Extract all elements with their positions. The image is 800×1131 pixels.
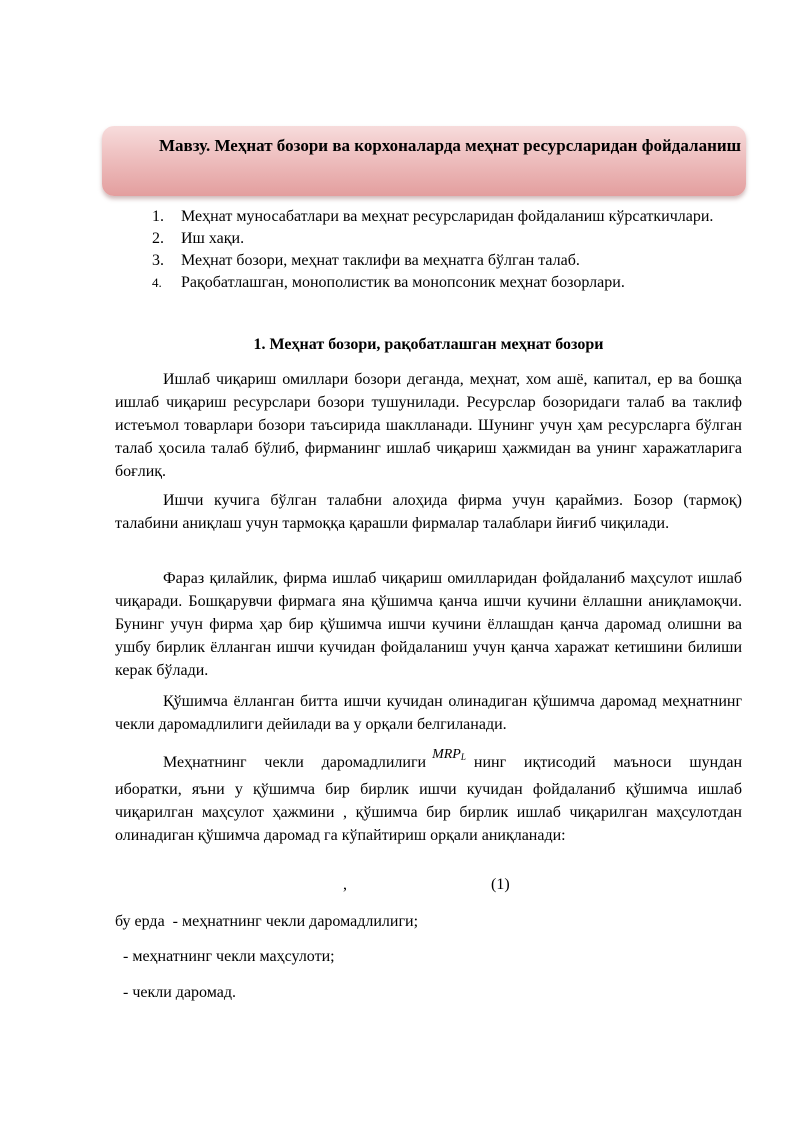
definition-line: - чекли даромад.	[115, 984, 236, 1001]
formula-symbol	[432, 743, 466, 769]
formula-comma: ,	[343, 876, 347, 893]
formula-subscript: L	[460, 752, 466, 762]
equation-number: (1)	[491, 876, 510, 893]
paragraph-text: нинг иқтисодий маъноси шундан иборатки, яъни у қўшимча бир бирлик ишчи кучидан фойдаланиб қўшимча ишлаб чиқарилган маҳсулот ҳажмини , қўшимча бир бирлик ишлаб чиқарилган маҳсулотдан олинадиган қўшимча даромад га кўпайтириш орқали аниқланади:	[115, 754, 743, 844]
paragraph: Ишчи кучига бўлган талабни алоҳида фирма учун қараймиз. Бозор (тармоқ) талабини аниқлаш учун тармоққа қарашли фирмалар талаблари йиғиб чиқилади.	[115, 492, 742, 532]
page-title: Мавзу. Меҳнат бозори ва корхоналарда меҳнат ресурсларидан фойдаланиш	[158, 136, 742, 155]
outline-number: 4.	[152, 275, 162, 290]
outline-item	[150, 206, 750, 228]
paragraph: Фараз қилайлик, фирма ишлаб чиқариш омилларидан фойдаланиб маҳсулот ишлаб чиқаради. Бошқарувчи фирмага яна қўшимча қанча ишчи кучини ёллашни аниқламоқчи. Бунинг учун фирма ҳар бир қўшимча ишчи кучини ёллашдан қанча даромад олишни ва ушбу бирлик ёлланган ишчи кучидан фойдаланиш учун қанча харажат кетишини билиши керак бўлади.	[115, 570, 742, 679]
outline-text: Иш хақи.	[181, 230, 245, 247]
formula-symbol-text: MRP	[432, 747, 461, 762]
outline-number: 3.	[152, 252, 164, 269]
paragraph-text: Меҳнатнинг чекли даромадлилиги	[163, 754, 427, 771]
paragraph: Қўшимча ёлланган битта ишчи кучидан олинадиган қўшимча даромад меҳнатнинг чекли даромадлилиги дейилади ва у орқали белгиланади.	[115, 693, 742, 733]
topic-outline	[150, 206, 750, 294]
definition-line: бу ерда - меҳнатнинг чекли даромадлилиги;	[115, 913, 419, 930]
outline-text: Меҳнат муносабатлари ва меҳнат ресурсларидан фойдаланиш кўрсаткичлари.	[181, 208, 714, 225]
outline-number: 2.	[152, 230, 164, 247]
paragraph: Ишлаб чиқариш омиллари бозори деганда, меҳнат, хом ашё, капитал, ер ва бошқа ишлаб чиқариш ресурслари бозори тушунилади. Ресурслар бозоридаги талаб ва таклиф истеъмол товарлари бозори таъсирида шаклланади. Шунинг учун ҳам ресурсларга бўлган талаб ҳосила талаб бўлиб, фирманинг ишлаб чиқариш ҳажмидан ва унинг харажатларига боғлиқ.	[115, 371, 742, 480]
definition-line: - меҳнатнинг чекли маҳсулоти;	[115, 948, 335, 965]
outline-number: 1.	[152, 208, 164, 225]
outline-item	[150, 272, 750, 294]
outline-item	[150, 228, 750, 250]
outline-text: Рақобатлашган, монополистик ва монопсоник меҳнат бозорлари.	[181, 274, 625, 291]
section-heading: 1. Меҳнат бозори, рақобатлашган меҳнат бозори	[253, 336, 604, 353]
outline-text: Меҳнат бозори, меҳнат таклифи ва меҳнатга бўлган талаб.	[181, 252, 580, 269]
paragraph	[115, 747, 743, 847]
outline-item	[150, 250, 750, 272]
